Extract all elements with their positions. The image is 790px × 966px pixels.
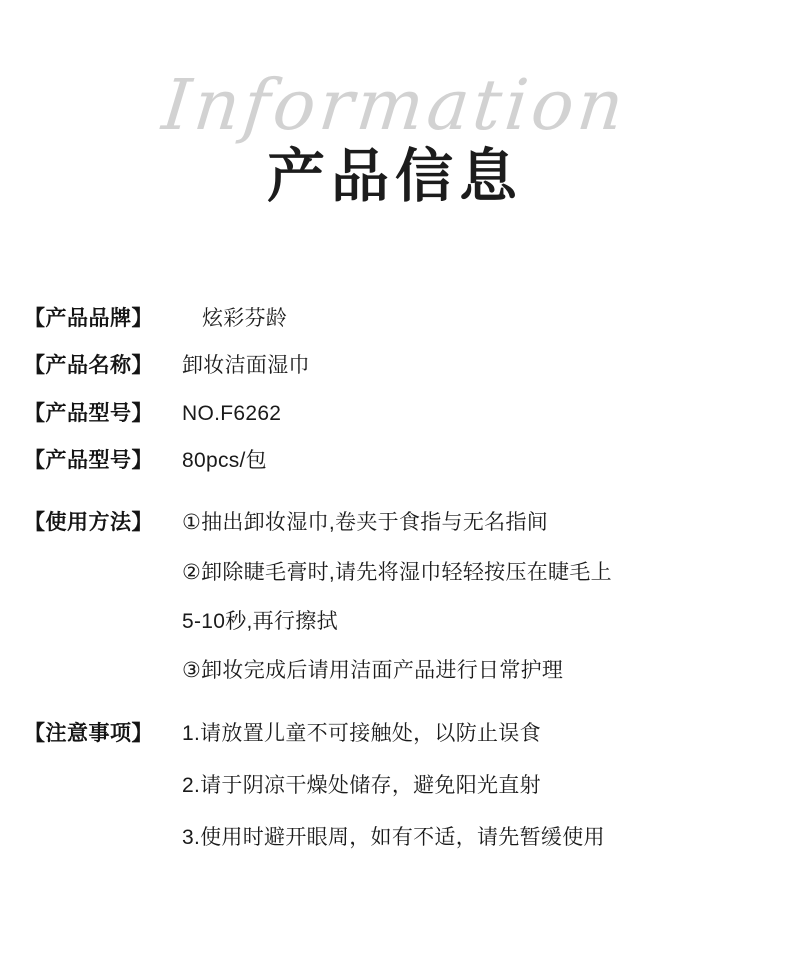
page-title: 产品信息 xyxy=(266,142,523,210)
spec-label-name: 【产品名称】 xyxy=(24,354,153,378)
notes-line-2: 2.请于阴凉干燥处储存，避免阳光直射 xyxy=(182,774,541,798)
page-header xyxy=(0,0,790,250)
usage-lines xyxy=(174,509,790,685)
notes-section xyxy=(0,720,790,853)
spec-value-quantity: 80pcs/包 xyxy=(182,449,267,473)
spec-label-model: 【产品型号】 xyxy=(24,401,153,425)
spec-value-name: 卸妆洁面湿巾 xyxy=(182,354,310,378)
spec-row-model xyxy=(0,400,790,428)
usage-line-1: ①抽出卸妆湿巾,卷夹于食指与无名指间 xyxy=(182,511,549,535)
spec-label-quantity: 【产品型号】 xyxy=(24,449,153,473)
notes-line-3: 3.使用时避开眼周，如有不适，请先暂缓使用 xyxy=(182,826,605,850)
usage-line-3: 5-10秒,再行擦拭 xyxy=(182,610,338,634)
usage-label: 【使用方法】 xyxy=(24,511,153,535)
spec-row-quantity xyxy=(0,447,790,475)
spec-row-brand xyxy=(0,305,790,333)
usage-line-4: ③卸妆完成后请用洁面产品进行日常护理 xyxy=(182,659,564,683)
notes-label: 【注意事项】 xyxy=(24,721,153,745)
spec-value-model: NO.F6262 xyxy=(182,401,282,425)
notes-lines xyxy=(174,720,790,853)
notes-line-1: 1.请放置儿童不可接触处，以防止误食 xyxy=(182,721,541,745)
product-info-list xyxy=(0,305,790,872)
spec-row-name xyxy=(0,352,790,380)
spec-value-brand: 炫彩芬龄 xyxy=(202,307,288,330)
decorative-script-title: Information xyxy=(158,64,632,146)
usage-line-2: ②卸除睫毛膏时,请先将湿巾轻轻按压在睫毛上 xyxy=(182,560,612,584)
spec-label-brand: 【产品品牌】 xyxy=(24,307,153,330)
usage-section xyxy=(0,509,790,685)
